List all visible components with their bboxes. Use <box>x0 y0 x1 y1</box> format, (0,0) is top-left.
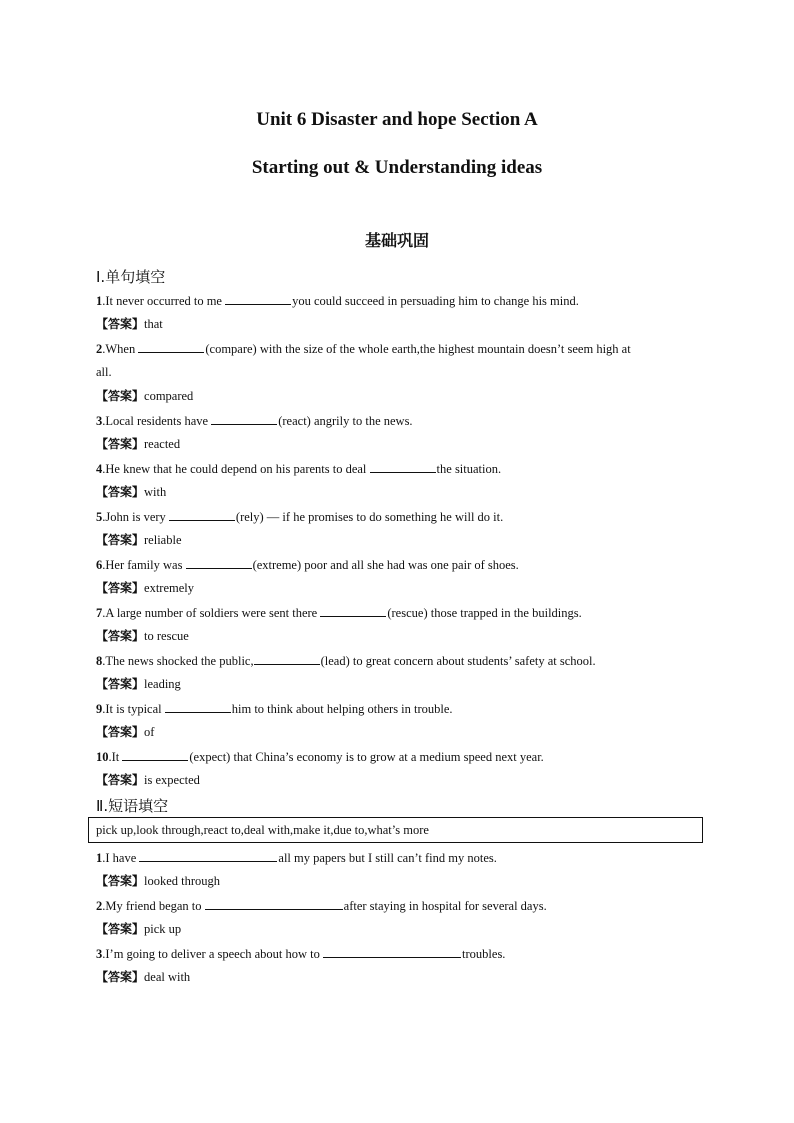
answer-label: 【答案】 <box>96 485 145 499</box>
answer-text: pick up <box>144 922 182 936</box>
question-number: 3 <box>96 414 103 428</box>
section-title-basics: 基础巩固 <box>364 231 429 250</box>
question-text: .When <box>102 342 139 356</box>
answer-line <box>96 724 154 740</box>
section-heading-single-sentence: Ⅰ.单句填空 <box>96 268 166 286</box>
answer-blank <box>139 849 277 862</box>
answer-blank <box>165 700 231 713</box>
question-text: .John is very <box>102 510 169 524</box>
question-text: .It never occurred to me <box>102 294 226 308</box>
question-number: 1 <box>96 294 103 308</box>
question-number: 2 <box>96 899 103 913</box>
answer-blank <box>186 556 252 569</box>
question-line <box>96 748 544 765</box>
answer-label: 【答案】 <box>96 725 145 739</box>
answer-text: is expected <box>144 773 200 787</box>
question-number: 7 <box>96 606 103 620</box>
question-line-continued <box>96 364 112 380</box>
question-number: 3 <box>96 947 103 961</box>
answer-text: compared <box>144 389 194 403</box>
document-title: Unit 6 Disaster and hope Section A <box>256 109 538 130</box>
question-text: the situation. <box>436 462 502 476</box>
question-line <box>96 700 453 717</box>
question-text: .He knew that he could depend on his parents to deal <box>102 462 370 476</box>
question-text: (rescue) those trapped in the buildings. <box>387 606 582 620</box>
answer-label: 【答案】 <box>96 922 145 936</box>
question-text: .Local residents have <box>102 414 212 428</box>
answer-label: 【答案】 <box>96 874 145 888</box>
answer-line <box>96 873 220 889</box>
answer-text: deal with <box>144 970 191 984</box>
question-text: (react) angrily to the news. <box>278 414 413 428</box>
question-text: .It <box>108 750 123 764</box>
document-subtitle: Starting out & Understanding ideas <box>251 157 543 178</box>
answer-blank <box>320 604 386 617</box>
answer-text: to rescue <box>144 629 189 643</box>
phrase-bank-box <box>88 817 703 843</box>
answer-blank <box>211 412 277 425</box>
phrase-bank-text: pick up,look through,react to,deal with,make it,due to,what’s more <box>96 823 429 837</box>
question-number: 1 <box>96 851 103 865</box>
question-line <box>96 945 505 962</box>
question-number: 8 <box>96 654 103 668</box>
question-number: 5 <box>96 510 103 524</box>
question-number: 2 <box>96 342 103 356</box>
answer-label: 【答案】 <box>96 389 145 403</box>
answer-blank <box>225 292 291 305</box>
question-text: him to think about helping others in trouble. <box>231 702 453 716</box>
answer-line <box>96 772 200 788</box>
answer-text: with <box>144 485 167 499</box>
answer-blank <box>169 508 235 521</box>
question-text: (compare) with the size of the whole earth,the highest mountain doesn’t seem high at <box>205 342 631 356</box>
answer-blank <box>370 460 436 473</box>
question-number: 6 <box>96 558 103 572</box>
answer-line <box>96 532 182 548</box>
question-line <box>96 604 582 621</box>
answer-line <box>96 628 189 644</box>
answer-line <box>96 316 163 332</box>
answer-blank <box>323 945 461 958</box>
answer-blank <box>138 340 204 353</box>
question-text: .I have <box>102 851 140 865</box>
question-line <box>96 340 631 357</box>
answer-line <box>96 484 166 500</box>
answer-blank <box>254 652 320 665</box>
answer-label: 【答案】 <box>96 437 145 451</box>
question-line <box>96 508 503 525</box>
question-line <box>96 292 579 309</box>
question-text: troubles. <box>462 947 506 961</box>
answer-text: reacted <box>144 437 181 451</box>
answer-blank <box>205 897 343 910</box>
question-text: all my papers but I still can’t find my notes. <box>278 851 497 865</box>
answer-text: leading <box>144 677 181 691</box>
answer-line <box>96 969 190 985</box>
question-line <box>96 556 519 573</box>
answer-label: 【答案】 <box>96 533 145 547</box>
section-heading-phrase-fill: Ⅱ.短语填空 <box>96 797 169 815</box>
answer-line <box>96 676 181 692</box>
answer-text: of <box>144 725 155 739</box>
answer-label: 【答案】 <box>96 317 145 331</box>
answer-line <box>96 921 181 937</box>
answer-line <box>96 388 193 404</box>
question-text: .Her family was <box>102 558 186 572</box>
question-text: .My friend began to <box>102 899 205 913</box>
question-line <box>96 460 501 477</box>
question-text: .A large number of soldiers were sent there <box>102 606 321 620</box>
answer-blank <box>122 748 188 761</box>
question-text: .It is typical <box>102 702 165 716</box>
question-number: 4 <box>96 462 103 476</box>
question-text: (rely) — if he promises to do something he will do it. <box>235 510 504 524</box>
answer-line <box>96 580 194 596</box>
question-line <box>96 652 596 669</box>
question-text: you could succeed in persuading him to change his mind. <box>292 294 579 308</box>
question-text: .The news shocked the public, <box>102 654 254 668</box>
question-number: 9 <box>96 702 103 716</box>
question-text: after staying in hospital for several days. <box>343 899 547 913</box>
question-number: 10 <box>96 750 109 764</box>
question-text: (extreme) poor and all she had was one pair of shoes. <box>252 558 519 572</box>
answer-line <box>96 436 180 452</box>
answer-text: extremely <box>144 581 194 595</box>
question-text: all. <box>96 365 112 379</box>
question-line <box>96 849 497 866</box>
question-text: .I’m going to deliver a speech about how to <box>102 947 324 961</box>
question-text: (lead) to great concern about students’ safety at school. <box>320 654 596 668</box>
answer-label: 【答案】 <box>96 970 145 984</box>
answer-label: 【答案】 <box>96 581 145 595</box>
question-line <box>96 897 547 914</box>
question-line <box>96 412 413 429</box>
answer-text: looked through <box>144 874 221 888</box>
answer-text: that <box>144 317 163 331</box>
question-text: (expect) that China’s economy is to grow at a medium speed next year. <box>189 750 544 764</box>
answer-label: 【答案】 <box>96 629 145 643</box>
answer-label: 【答案】 <box>96 677 145 691</box>
answer-text: reliable <box>144 533 182 547</box>
answer-label: 【答案】 <box>96 773 145 787</box>
